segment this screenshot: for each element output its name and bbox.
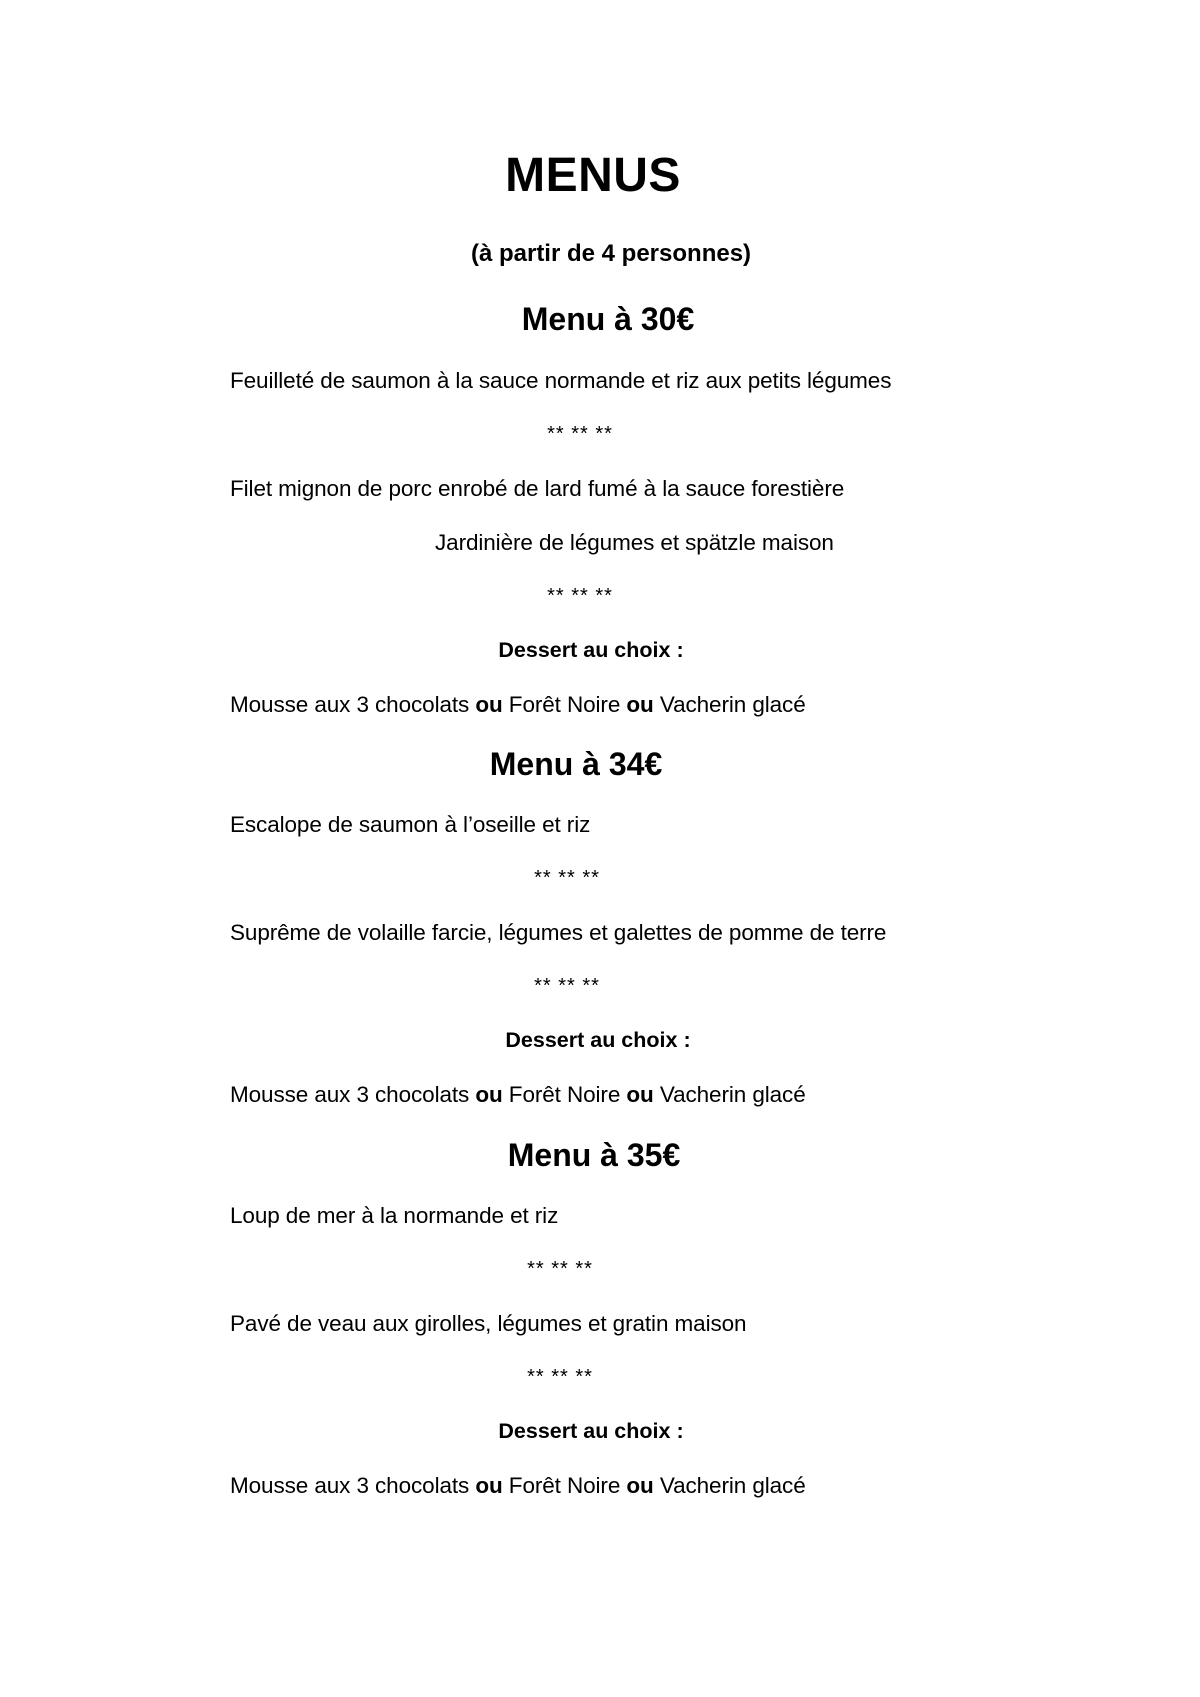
- dessert-option: Forêt Noire: [508, 692, 621, 717]
- course-separator: ** ** **: [527, 1258, 593, 1280]
- menu-main-side: Jardinière de légumes et spätzle maison: [435, 530, 834, 555]
- dessert-conjunction: ou: [626, 1082, 654, 1107]
- dessert-conjunction: ou: [475, 692, 503, 717]
- dessert-option: Forêt Noire: [508, 1473, 621, 1498]
- dessert-options: [230, 1475, 806, 1498]
- dessert-options: [230, 694, 806, 717]
- dessert-options: [230, 1084, 806, 1107]
- course-separator: ** ** **: [547, 585, 613, 607]
- dessert-option: Vacherin glacé: [659, 692, 806, 717]
- dessert-option: Forêt Noire: [508, 1082, 621, 1107]
- dessert-conjunction: ou: [475, 1473, 503, 1498]
- dessert-label: Dessert au choix :: [498, 1419, 684, 1443]
- page-subtitle: (à partir de 4 personnes): [470, 240, 752, 267]
- menu-heading: Menu à 30€: [521, 301, 695, 337]
- course-separator: ** ** **: [547, 423, 613, 445]
- dessert-conjunction: ou: [626, 692, 654, 717]
- dessert-label: Dessert au choix :: [498, 638, 684, 662]
- menu-main: Pavé de veau aux girolles, légumes et gratin maison: [230, 1311, 747, 1336]
- menu-starter: Escalope de saumon à l’oseille et riz: [230, 812, 591, 837]
- course-separator: ** ** **: [527, 1366, 593, 1388]
- menu-starter: Feuilleté de saumon à la sauce normande et riz aux petits légumes: [230, 368, 892, 393]
- menu-heading: Menu à 34€: [489, 746, 663, 782]
- menu-main: Filet mignon de porc enrobé de lard fumé à la sauce forestière: [230, 476, 845, 501]
- menu-starter: Loup de mer à la normande et riz: [230, 1203, 559, 1228]
- dessert-option: Vacherin glacé: [659, 1473, 806, 1498]
- dessert-option: Mousse aux 3 chocolats: [230, 1082, 470, 1107]
- page-title: MENUS: [505, 149, 681, 202]
- dessert-label: Dessert au choix :: [505, 1028, 691, 1052]
- menu-heading: Menu à 35€: [507, 1137, 681, 1173]
- menu-main: Suprême de volaille farcie, légumes et galettes de pomme de terre: [230, 920, 887, 945]
- dessert-conjunction: ou: [626, 1473, 654, 1498]
- dessert-option: Mousse aux 3 chocolats: [230, 1473, 470, 1498]
- dessert-option: Vacherin glacé: [659, 1082, 806, 1107]
- course-separator: ** ** **: [534, 867, 600, 889]
- course-separator: ** ** **: [534, 975, 600, 997]
- dessert-conjunction: ou: [475, 1082, 503, 1107]
- dessert-option: Mousse aux 3 chocolats: [230, 692, 470, 717]
